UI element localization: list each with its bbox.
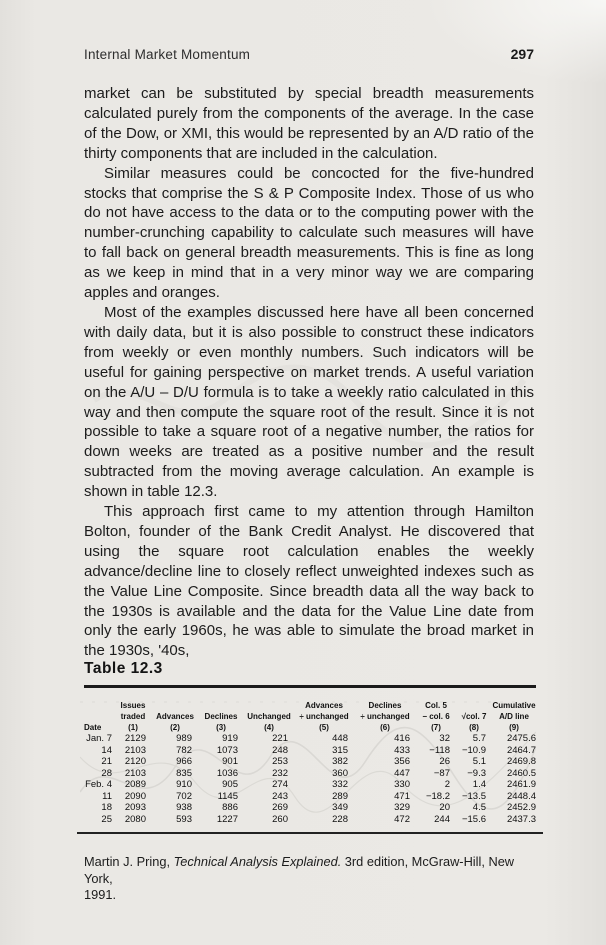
column-header-cell: Advances (305, 701, 343, 710)
table-cell: 14 (101, 744, 112, 756)
table-cell: −18.2 (425, 790, 450, 802)
table-cell: 989 (176, 733, 192, 744)
body-paragraph-4: This approach first came to my attention through Hamilton Bolton, founder of the Bank Credit Analyst. He discovered that using the square root calculation enables the weekly advance/decline line to closely reflect unweighted indexes such as the Value Line Composite. Since breadth data all the way back to the 1930s is available and the data for the Value Line date from only the early 1960s, he was able to simulate the broad market in the 1930s, '40s, (84, 503, 534, 660)
table-cell: 21 (101, 756, 112, 767)
table-cell: 702 (176, 790, 192, 802)
column-header-cell: Declines (368, 701, 402, 710)
table-cell: 1036 (216, 767, 238, 779)
table-header (84, 700, 536, 733)
table-cell: 11 (102, 790, 112, 802)
table-header-line-1 (84, 700, 536, 711)
column-header-cell: (6) (380, 723, 390, 732)
table-cell: 447 (394, 767, 410, 779)
table-cell: 232 (272, 767, 288, 779)
column-header-cell: (8) (469, 723, 479, 732)
table-cell: −15.6 (461, 813, 486, 825)
table-cell: 2460.5 (506, 767, 536, 779)
citation-edition: 3rd edition, McGraw-Hill, New York, (84, 854, 515, 886)
column-header-cell: Declines (204, 712, 238, 721)
column-header-cell: Cumulative (492, 701, 536, 710)
table-cell: 910 (176, 779, 192, 790)
body-paragraph-1: market can be substituted by special breadth measurements calculated purely from the components of the average. In the case of the Dow, or XMI, this would be represented by an A/D ratio of the thirty components that are included in the calculation. (84, 85, 534, 162)
column-header-cell: (1) (128, 723, 138, 732)
column-header-cell: √col. 7 (461, 712, 487, 721)
column-header-cell (244, 700, 294, 711)
column-header-cell (456, 700, 492, 711)
column-header-cell: Unchanged (247, 712, 291, 721)
table-cell: 2475.6 (506, 733, 536, 744)
table-cell: 20 (439, 802, 450, 813)
page-number: 297 (510, 46, 534, 62)
table-cell: 2080 (124, 813, 146, 825)
table-row (84, 756, 536, 768)
column-header-cell: (7) (431, 723, 441, 732)
table-cell: 1.4 (472, 779, 486, 790)
table-cell: Feb. 4 (85, 779, 112, 790)
table-header-line-3 (84, 722, 536, 733)
table-row (84, 733, 536, 745)
table-cell: 782 (176, 744, 192, 756)
column-header-cell: Advances (156, 712, 194, 721)
column-header-cell: Issues (120, 701, 146, 710)
body-text (84, 84, 534, 661)
table-cell: 28 (101, 767, 112, 779)
table-cell: 938 (176, 802, 192, 813)
table-cell: 260 (272, 813, 288, 825)
table-cell: 244 (434, 813, 450, 825)
table-cell: 243 (272, 790, 288, 802)
table-cell: 360 (332, 767, 348, 779)
column-header-cell: (2) (170, 723, 180, 732)
citation-book-title: Technical Analysis Explained. (173, 854, 342, 869)
running-title: Internal Market Momentum (84, 47, 251, 62)
table-cell: 2469.8 (506, 756, 536, 767)
table-body (84, 733, 536, 825)
table-cell: 2464.7 (506, 744, 536, 756)
column-header-cell (198, 700, 244, 711)
column-header-cell: (9) (509, 723, 519, 732)
table-cell: Jan. 7 (86, 733, 112, 744)
table-cell: 472 (394, 813, 410, 825)
table-cell: 471 (394, 790, 410, 802)
table-cell: 416 (394, 733, 410, 744)
table-row (84, 779, 536, 791)
table-cell: 1145 (217, 790, 238, 802)
table-cell: 315 (332, 744, 348, 756)
column-header-cell (84, 700, 114, 711)
table-cell: 248 (272, 744, 288, 756)
column-header-cell: A/D line (499, 712, 529, 721)
table-cell: 433 (394, 744, 410, 756)
citation-author: Martin J. Pring, (84, 854, 174, 869)
table-row (84, 745, 536, 757)
table-header-line-2 (84, 711, 536, 722)
table-cell: 221 (272, 733, 288, 744)
column-header-cell: Date (84, 723, 102, 732)
column-header-cell: traded (120, 712, 146, 721)
table-cell: 332 (332, 779, 348, 790)
table-cell: −10.9 (461, 744, 486, 756)
table-cell: 2461.9 (506, 779, 536, 790)
table-cell: 593 (176, 813, 192, 825)
table-cell: 32 (439, 733, 450, 744)
citation-year: 1991. (84, 887, 117, 902)
table-cell: 329 (394, 802, 410, 813)
column-header-cell (152, 700, 198, 711)
table-cell: −9.3 (467, 767, 486, 779)
table-cell: −118 (429, 744, 450, 756)
table-title: Table 12.3 (84, 660, 163, 677)
table-cell: 289 (332, 790, 348, 802)
table-cell: 2103 (124, 744, 146, 756)
table-row (84, 768, 536, 780)
table-cell: 2437.3 (506, 813, 536, 825)
table-cell: −13.5 (461, 790, 486, 802)
page-header (84, 46, 534, 62)
table-cell: 2129 (124, 733, 146, 744)
table-cell: 966 (176, 756, 192, 767)
table-cell: 1073 (216, 744, 238, 756)
table-cell: 1227 (216, 813, 238, 825)
table-cell: 448 (332, 733, 348, 744)
table-cell: 2448.4 (506, 790, 536, 802)
table-top-rule (84, 685, 536, 688)
table-cell: 901 (222, 756, 238, 767)
table-cell: 269 (272, 802, 288, 813)
table-12-3 (84, 660, 536, 834)
column-header-cell: − col. 6 (422, 712, 450, 721)
table-cell: 886 (222, 802, 238, 813)
table-cell: 2 (444, 779, 450, 790)
table-cell: −87 (433, 767, 450, 779)
column-header-cell: (3) (216, 723, 226, 732)
table-cell: 2452.9 (506, 802, 536, 813)
table-cell: 2120 (124, 756, 146, 767)
column-header-cell: (4) (264, 723, 274, 732)
table-cell: 228 (332, 813, 348, 825)
body-paragraph-3: Most of the examples discussed here have all been concerned with daily data, but it is also possible to construct these indicators from weekly or even monthly numbers. Such indicators will be useful for gaining perspective on market trends. A useful variation on the A/U – D/U formula is to take a weekly ratio calculated in this way and then compute the square root of the result. Since it is not possible to take a square root of a negative number, the ratios for down weeks are treated as a positive number and the result subtracted from the moving average calculation. An example is shown in table 12.3. (84, 303, 534, 501)
table-cell: 356 (394, 756, 410, 767)
table-cell: 5.1 (472, 756, 486, 767)
column-header-cell: ÷ unchanged (299, 712, 349, 721)
breadth-data-table (84, 700, 536, 825)
table-cell: 2090 (124, 790, 146, 802)
table-cell: 919 (222, 733, 238, 744)
table-cell: 2103 (124, 767, 146, 779)
column-header-cell: Col. 5 (425, 701, 447, 710)
table-cell: 835 (176, 767, 192, 779)
table-cell: 18 (101, 802, 112, 813)
table-row (84, 791, 536, 803)
column-header-cell: ÷ unchanged (360, 712, 410, 721)
table-cell: 330 (394, 779, 410, 790)
body-paragraph-2: Similar measures could be concocted for the five-hundred stocks that comprise the S & P Composite Index. Those of us who do not have access to the data or to the computing power with the number-crunching capability to calculate such measures will have to fall back on general breadth measurements. This is fine as long as we keep in mind that in a very minor way we are comparing apples and oranges. (84, 164, 534, 302)
table-cell: 905 (222, 779, 238, 790)
table-cell: 2089 (124, 779, 146, 790)
source-citation (84, 854, 546, 904)
table-row (84, 802, 536, 814)
table-cell: 5.7 (472, 733, 486, 744)
column-header-cell: (5) (319, 723, 329, 732)
column-header-cell (84, 711, 114, 722)
table-row (84, 814, 536, 826)
table-cell: 253 (272, 756, 288, 767)
table-cell: 26 (439, 756, 450, 767)
table-bottom-rule (77, 832, 543, 834)
table-cell: 382 (332, 756, 348, 767)
table-cell: 349 (332, 802, 348, 813)
table-cell: 274 (272, 779, 288, 790)
table-cell: 25 (101, 813, 112, 825)
table-cell: 2093 (124, 802, 146, 813)
table-cell: 4.5 (472, 802, 486, 813)
